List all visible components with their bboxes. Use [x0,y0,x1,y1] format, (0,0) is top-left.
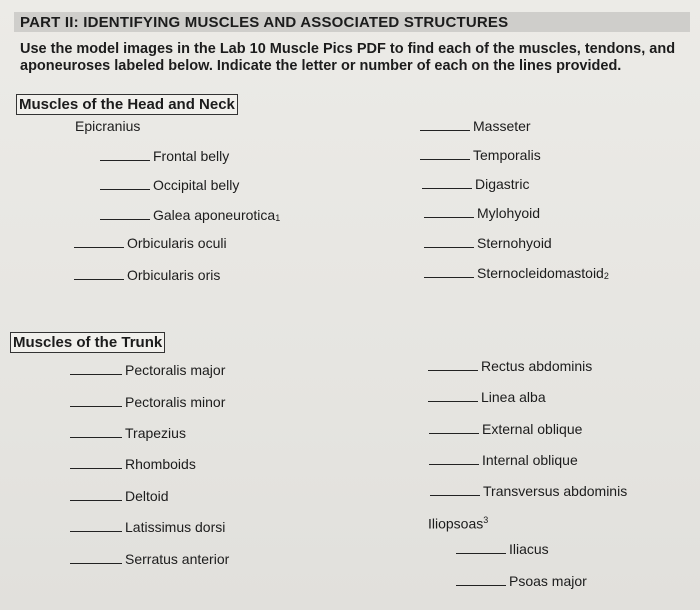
answer-line[interactable] [424,246,474,248]
answer-line[interactable] [70,373,122,375]
answer-line[interactable] [70,405,122,407]
answer-line[interactable] [422,187,472,189]
answer-line[interactable] [424,216,474,218]
answer-line[interactable] [100,159,150,161]
item-label: Frontal belly [153,148,230,164]
frontal-belly-item[interactable] [100,148,229,164]
sternocleidomastoid-item[interactable] [424,265,609,281]
answer-line[interactable] [424,276,474,278]
item-label: Sternocleidomastoid [477,265,604,281]
item-label: Serratus anterior [125,551,230,567]
footnote-marker: 3 [483,515,489,525]
part-title [20,14,508,31]
instructions: Use the model images in the Lab 10 Muscle Pics PDF to find each of the muscles, tendons, and aponeuroses labeled below. Indicate the letter or number of each on the lines provided. [20,41,676,74]
answer-line[interactable] [429,432,479,434]
answer-line[interactable] [74,246,124,248]
item-label: Digastric [475,176,530,192]
iliopsoas-text: Iliopsoas [428,515,484,532]
latissimus-dorsi-item[interactable] [70,519,225,535]
answer-line[interactable] [456,584,506,586]
item-label: Rhomboids [125,456,196,472]
mylohyoid-item[interactable] [424,205,540,221]
psoas-major-item[interactable] [456,573,587,589]
item-label: Galea aponeurotica [153,207,276,223]
item-label: Orbicularis oris [127,267,221,283]
deltoid-item[interactable] [70,488,169,504]
item-label: Rectus abdominis [481,358,593,374]
answer-line[interactable] [428,369,478,371]
digastric-item[interactable] [422,176,529,192]
item-label: Transversus abdominis [483,483,628,499]
item-label: Psoas major [509,573,587,589]
item-label: Iliacus [509,541,549,557]
transversus-abdominis-item[interactable] [430,483,627,499]
answer-line[interactable] [428,400,478,402]
trunk-section-title: Muscles of the Trunk [10,332,165,353]
sternohyoid-item[interactable] [424,235,552,251]
occipital-belly-item[interactable] [100,177,239,193]
answer-line[interactable] [420,158,470,160]
part-heading: IDENTIFYING MUSCLES AND ASSOCIATED STRUCTURES [83,14,509,31]
answer-line[interactable] [100,218,150,220]
iliacus-item[interactable] [456,541,549,557]
answer-line[interactable] [74,278,124,280]
part-label: PART II: [20,14,79,31]
item-label: Deltoid [125,488,169,504]
item-label: Latissimus dorsi [125,519,226,535]
external-oblique-item[interactable] [429,421,582,437]
answer-line[interactable] [420,129,470,131]
item-label: Mylohyoid [477,205,541,221]
temporalis-item[interactable] [420,147,541,163]
internal-oblique-item[interactable] [429,452,578,468]
item-label: Pectoralis major [125,362,226,378]
orbicularis-oris-item[interactable] [74,267,220,283]
pectoralis-major-item[interactable] [70,362,225,378]
orbicularis-oculi-item[interactable] [74,235,227,251]
pectoralis-minor-item[interactable] [70,394,225,410]
iliopsoas-label [428,515,488,532]
item-label: External oblique [482,421,583,437]
item-label: Temporalis [473,147,541,163]
rectus-abdominis-item[interactable] [428,358,592,374]
answer-line[interactable] [70,499,122,501]
item-label: Masseter [473,118,531,134]
answer-line[interactable] [70,562,122,564]
item-label: Orbicularis oculi [127,235,227,251]
answer-line[interactable] [70,467,122,469]
item-label: Linea alba [481,389,546,405]
rhomboids-item[interactable] [70,456,196,472]
item-label: Sternohyoid [477,235,552,251]
galea-aponeurotica-item[interactable] [100,207,280,223]
trapezius-item[interactable] [70,425,186,441]
answer-line[interactable] [70,436,122,438]
head-neck-section-title: Muscles of the Head and Neck [16,94,238,115]
answer-line[interactable] [430,494,480,496]
item-label: Occipital belly [153,177,240,193]
answer-line[interactable] [429,463,479,465]
item-label: Internal oblique [482,452,578,468]
masseter-item[interactable] [420,118,531,134]
answer-line[interactable] [70,530,122,532]
epicranius-label: Epicranius [75,118,141,134]
answer-line[interactable] [100,188,150,190]
footnote-marker: 2 [603,271,609,281]
footnote-marker: 1 [275,213,281,223]
serratus-anterior-item[interactable] [70,551,229,567]
item-label: Trapezius [125,425,186,441]
answer-line[interactable] [456,552,506,554]
item-label: Pectoralis minor [125,394,226,410]
linea-alba-item[interactable] [428,389,546,405]
